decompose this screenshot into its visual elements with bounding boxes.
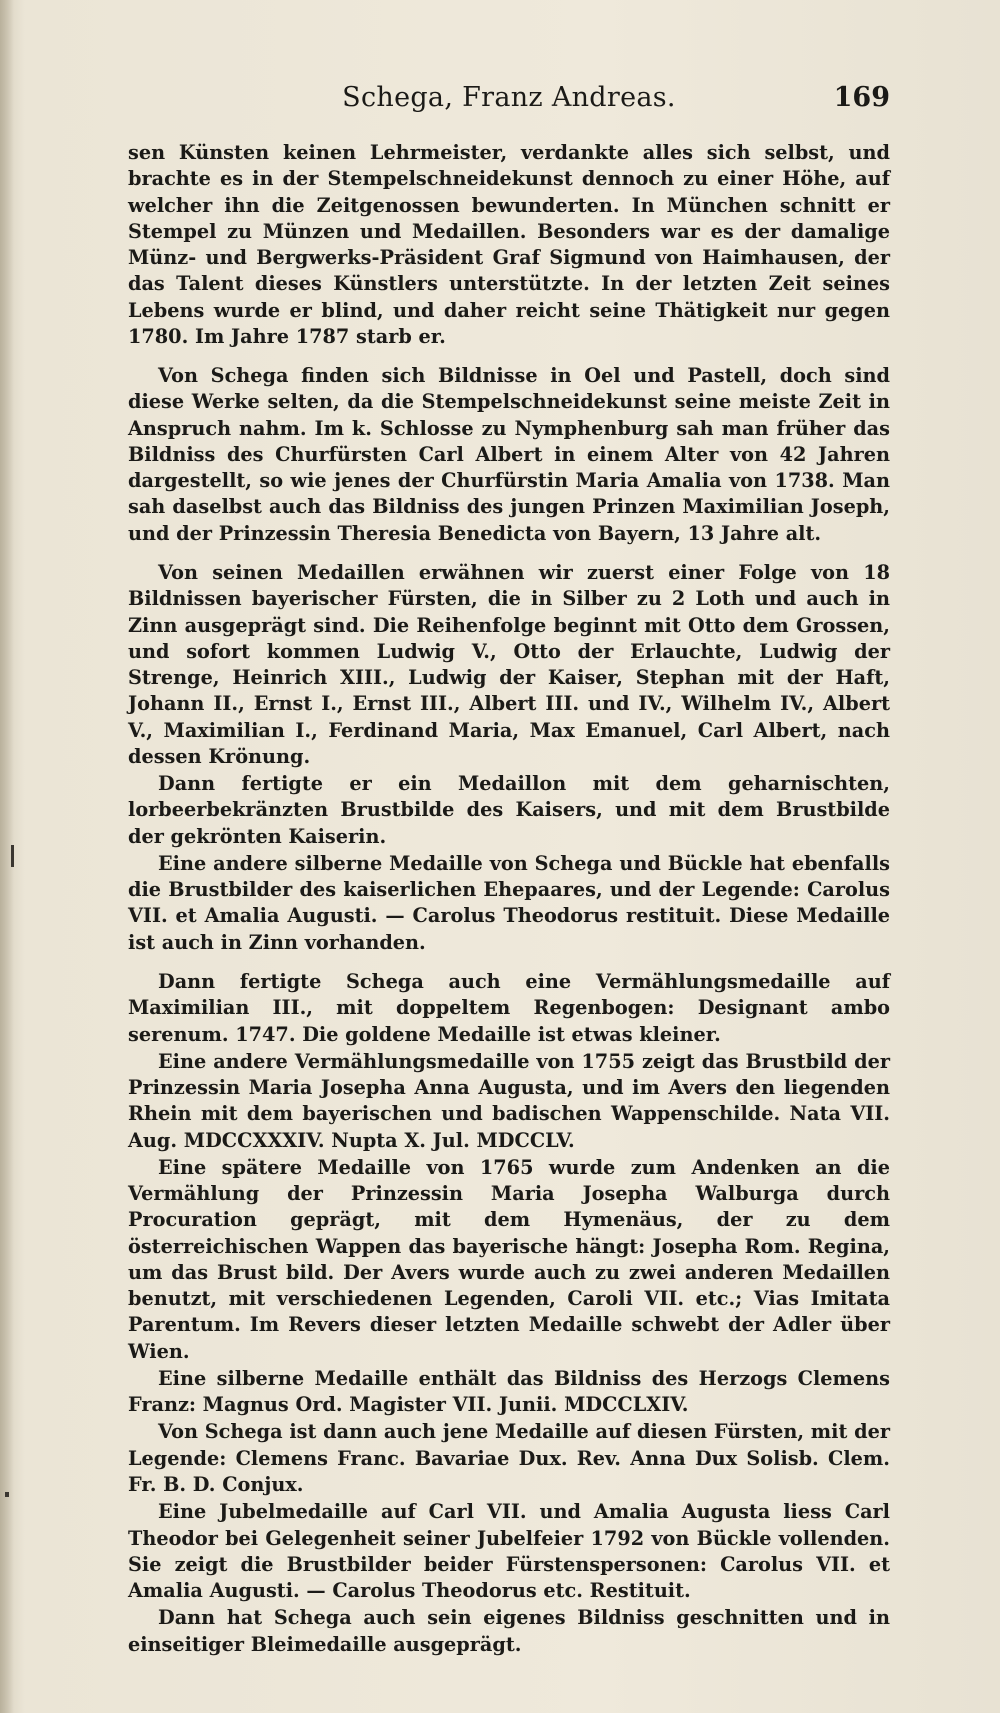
paragraph: Von Schega ist dann auch jene Medaille auf diesen Fürsten, mit der Legende: Clemens Franc. Bavariae Dux. Rev. Anna Dux Solisb. Clem. Fr. B. D. Conjux. xyxy=(128,1420,890,1497)
paragraph: Dann hat Schega auch sein eigenes Bildniss geschnitten und in einseitiger Bleimedaille ausgeprägt. xyxy=(128,1606,890,1656)
paragraph: Eine Jubelmedaille auf Carl VII. und Amalia Augusta liess Carl Theodor bei Gelegenheit seiner Jubelfeier 1792 von Bückle vollenden. Sie zeigt die Brustbilder beider Fürstenspersonen: Carolus VII. et Amalia Augusti. — Carolus Theodorus etc. Restituit. xyxy=(128,1500,890,1603)
paragraph: Von Schega finden sich Bildnisse in Oel und Pastell, doch sind diese Werke selten, da die Stempelschneidekunst seine meiste Zeit in Anspruch nahm. Im k. Schlosse zu Nymphenburg sah man früher das Bildniss des Churfürsten Carl Albert in einem Alter von 42 Jahren dargestellt, so wie jenes der Churfürstin Maria Amalia von 1738. Man sah daselbst auch das Bildniss des jungen Prinzen Maximilian Joseph, und der Prinzessin Theresia Benedicta von Bayern, 13 Jahre alt. xyxy=(128,364,890,545)
paragraph: sen Künsten keinen Lehrmeister, verdankte alles sich selbst, und brachte es in der Stempelschneidekunst dennoch zu einer Höhe, auf welcher ihn die Zeitgenossen bewunderten. In München schnitt er Stempel zu Münzen und Medaillen. Besonders war es der damalige Münz- und Bergwerks-Präsident Graf Sigmund von Haimhausen, der das Talent dieses Künstlers unterstützte. In der letzten Zeit seines Lebens wurde er blind, und daher reicht seine Thätigkeit nur gegen 1780. Im Jahre 1787 starb er. xyxy=(128,141,890,348)
paragraph: Dann fertigte Schega auch eine Vermählungsmedaille auf Maximilian III., mit doppeltem Regenbogen: Designant ambo serenum. 1747. Die goldene Medaille ist etwas kleiner. xyxy=(128,969,890,1046)
ink-speck xyxy=(5,1492,9,1497)
paragraph: Eine andere silberne Medaille von Schega und Bückle hat ebenfalls die Brustbilder des kaiserlichen Ehepaares, und der Legende: Carolus VII. et Amalia Augusti. — Carolus Theodorus restituit. Diese Medaille ist auch in Zinn vorhanden. xyxy=(128,851,890,954)
page-number: 169 xyxy=(833,82,890,113)
paragraph: Von seinen Medaillen erwähnen wir zuerst einer Folge von 18 Bildnissen bayerischer Fürsten, die in Silber zu 2 Loth und auch in Zinn ausgeprägt sind. Die Reihenfolge beginnt mit Otto dem Grossen, und sofort kommen Ludwig V., Otto der Erlauchte, Ludwig der Strenge, Heinrich XIII., Ludwig der Kaiser, Stephan mit der Haft, Johann II., Ernst I., Ernst III., Albert III. und IV., Wilhelm IV., Albert V., Maximilian I., Ferdinand Maria, Max Emanuel, Carl Albert, nach dessen Krönung. xyxy=(128,560,890,768)
body-text xyxy=(128,140,890,1659)
paragraph: Eine silberne Medaille enthält das Bildniss des Herzogs Clemens Franz: Magnus Ord. Magister VII. Junii. MDCCLXIV. xyxy=(128,1366,890,1417)
paragraph: Dann fertigte er ein Medaillon mit dem geharnischten, lorbeerbekränzten Brustbilde des Kaisers, und mit dem Brustbilde der gekrönten Kaiserin. xyxy=(128,772,890,848)
running-title: Schega, Franz Andreas. xyxy=(342,82,676,113)
paragraph: Eine andere Vermählungsmedaille von 1755 zeigt das Brustbild der Prinzessin Maria Josepha Anna Augusta, und im Avers den liegenden Rhein mit dem bayerischen und badischen Wappenschilde. Nata VII. Aug. MDCCXXXIV. Nupta X. Jul. MDCCLV. xyxy=(128,1049,890,1152)
ink-speck xyxy=(11,845,14,867)
running-header xyxy=(128,82,890,122)
paragraph: Eine spätere Medaille von 1765 wurde zum Andenken an die Vermählung der Prinzessin Maria Josepha Walburga durch Procuration geprägt, mit dem Hymenäus, der zu dem österreichischen Wappen das bayerische hängt: Josepha Rom. Regina, um das Brust bild. Der Avers wurde auch zu zwei anderen Medaillen benutzt, mit verschiedenen Legenden, Caroli VII. etc.; Vias Imitata Parentum. Im Revers dieser letzten Medaille schwebt der Adler über Wien. xyxy=(128,1155,890,1363)
